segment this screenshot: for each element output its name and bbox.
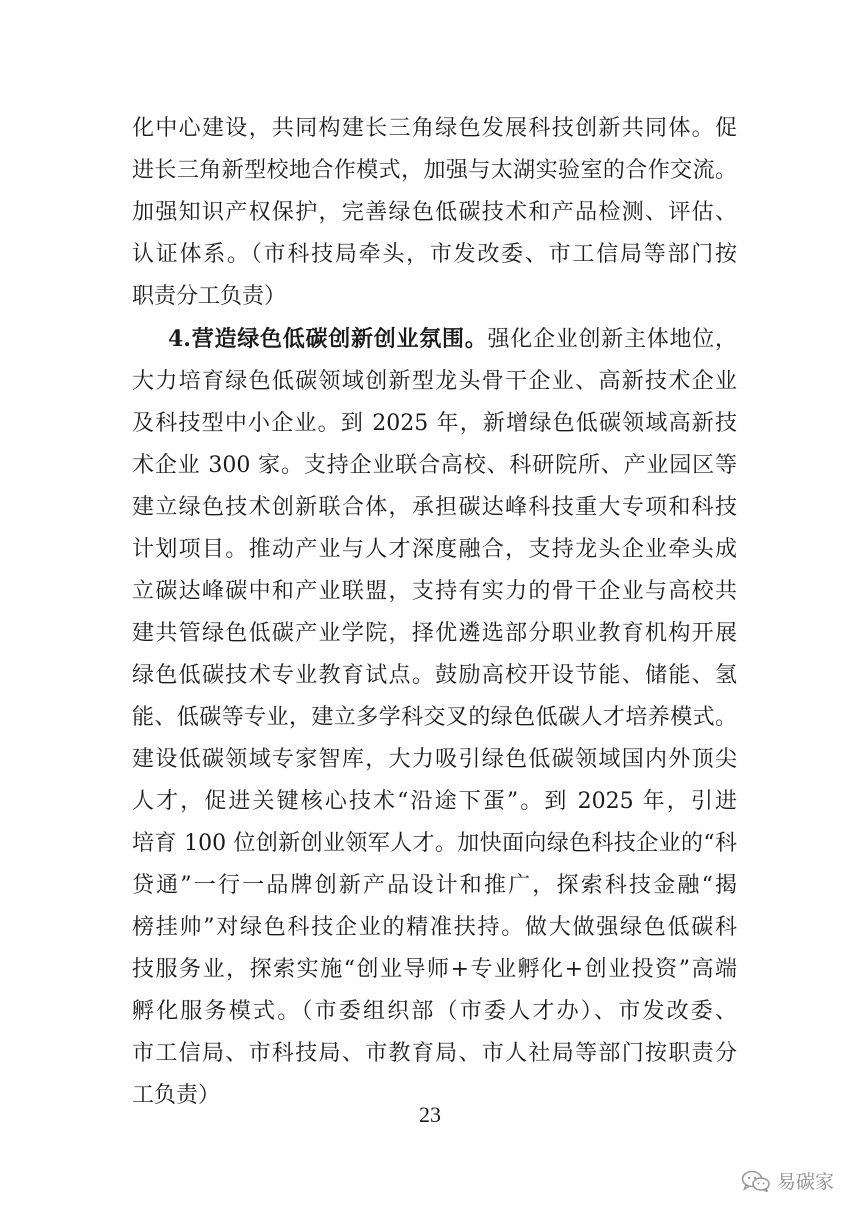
text-line: 立碳达峰碳中和产业联盟，支持有实力的骨干企业与高校共 xyxy=(132,579,737,604)
text-line: 绿色低碳技术专业教育试点。鼓励高校开设节能、储能、氢 xyxy=(132,663,737,688)
text-line: 榜挂帅”对绿色科技企业的精准扶持。做大做强绿色低碳科 xyxy=(132,915,737,940)
paragraph-first-line xyxy=(132,318,737,361)
wechat-icon xyxy=(741,1170,771,1192)
text-line: 进长三角新型校地合作模式，加强与太湖实验室的合作交流。 xyxy=(132,158,737,183)
text-line: 技服务业，探索实施“创业导师+专业孵化+创业投资”高端 xyxy=(132,957,737,982)
text-line: 建设低碳领域专家智库，大力吸引绿色低碳领域国内外顶尖 xyxy=(132,747,737,772)
text-line: 认证体系。（市科技局牵头，市发改委、市工信局等部门按 xyxy=(132,242,737,267)
text-line: 贷通”一行一品牌创新产品设计和推广，探索科技金融“揭 xyxy=(132,873,737,898)
text-line: 职责分工负责） xyxy=(132,284,287,309)
text-line: 及科技型中小企业。到 2025 年，新增绿色低碳领域高新技 xyxy=(132,411,737,436)
watermark-text: 易碳家 xyxy=(776,1171,834,1193)
text-line: 人才，促进关键核心技术“沿途下蛋”。到 2025 年，引进 xyxy=(132,789,737,814)
text-line: 孵化服务模式。（市委组织部（市委人才办）、市发改委、 xyxy=(132,999,737,1024)
watermark xyxy=(741,1167,834,1194)
text-line: 化中心建设，共同构建长三角绿色发展科技创新共同体。促 xyxy=(132,116,737,141)
body-text xyxy=(132,108,737,1117)
text-line: 培育 100 位创新创业领军人才。加快面向绿色科技企业的“科 xyxy=(132,831,737,856)
text-line: 建立绿色技术创新联合体，承担碳达峰科技重大专项和科技 xyxy=(132,495,737,520)
text-line: 大力培育绿色低碳领域创新型龙头骨干企业、高新技术企业 xyxy=(132,369,737,394)
text-line: 术企业 300 家。支持企业联合高校、科研院所、产业园区等 xyxy=(132,453,737,478)
text-fragment: 强化企业创新主体地位， xyxy=(487,327,737,352)
section-heading: 4.营造绿色低碳创新创业氛围。 xyxy=(168,326,488,352)
text-line: 计划项目。推动产业与人才深度融合，支持龙头企业牵头成 xyxy=(132,537,737,562)
text-line: 加强知识产权保护，完善绿色低碳技术和产品检测、评估、 xyxy=(132,200,737,225)
text-line: 工负责） xyxy=(132,1083,221,1108)
text-line: 建共管绿色低碳产业学院，择优遴选部分职业教育机构开展 xyxy=(132,621,737,646)
page-number: 23 xyxy=(419,1102,441,1127)
text-line: 市工信局、市科技局、市教育局、市人社局等部门按职责分 xyxy=(132,1041,737,1066)
text-line: 能、低碳等专业，建立多学科交叉的绿色低碳人才培养模式。 xyxy=(132,705,737,730)
